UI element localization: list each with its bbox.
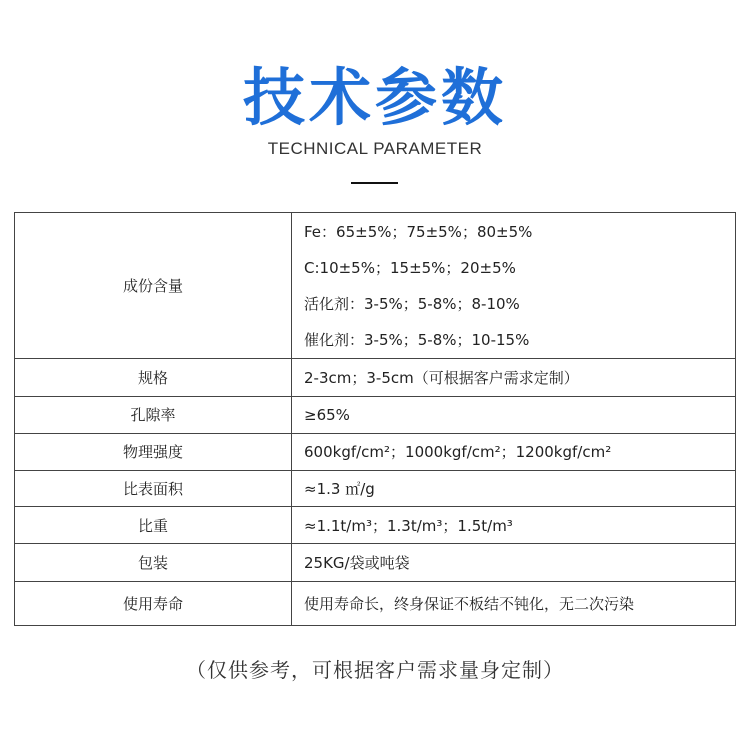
row-value-lifespan: 使用寿命长，终身保证不板结不钝化，无二次污染 — [292, 581, 736, 625]
page-title: 技术参数 — [242, 61, 507, 134]
table-row — [15, 544, 736, 581]
row-label-composition: 成份含量 — [15, 213, 292, 359]
row-value-strength: 600kgf/cm²；1000kgf/cm²；1200kgf/cm² — [292, 433, 736, 470]
row-value-density: ≈1.1t/m³；1.3t/m³；1.5t/m³ — [292, 507, 736, 544]
table-row — [15, 507, 736, 544]
row-label-lifespan: 使用寿命 — [15, 581, 292, 625]
row-label-strength: 物理强度 — [15, 433, 292, 470]
table-row — [15, 359, 736, 397]
table-row — [15, 397, 736, 433]
table-row — [15, 581, 736, 625]
composition-line: Fe：65±5%；75±5%；80±5% — [304, 222, 533, 241]
table-row — [15, 470, 736, 506]
row-value-composition — [292, 213, 736, 359]
parameter-table — [14, 212, 736, 626]
row-value-porosity: ≥65% — [292, 397, 736, 433]
composition-line: 催化剂：3-5%；5-8%；10-15% — [304, 330, 530, 349]
row-label-porosity: 孔隙率 — [15, 397, 292, 433]
table-row — [15, 213, 736, 359]
row-value-spec: 2-3cm；3-5cm（可根据客户需求定制） — [292, 359, 736, 397]
page-subtitle: TECHNICAL PARAMETER — [267, 139, 483, 158]
composition-line: 活化剂：3-5%；5-8%；8-10% — [304, 294, 520, 313]
row-label-surface-area: 比表面积 — [15, 470, 292, 506]
title-divider — [351, 182, 398, 184]
row-label-density: 比重 — [15, 507, 292, 544]
row-value-surface-area: ≈1.3 ㎡/g — [292, 470, 736, 506]
row-value-packaging: 25KG/袋或吨袋 — [292, 544, 736, 581]
footnote: （仅供参考，可根据客户需求量身定制） — [186, 658, 564, 682]
row-label-spec: 规格 — [15, 359, 292, 397]
row-label-packaging: 包装 — [15, 544, 292, 581]
table-row — [15, 433, 736, 470]
composition-line: C:10±5%；15±5%；20±5% — [304, 258, 516, 277]
